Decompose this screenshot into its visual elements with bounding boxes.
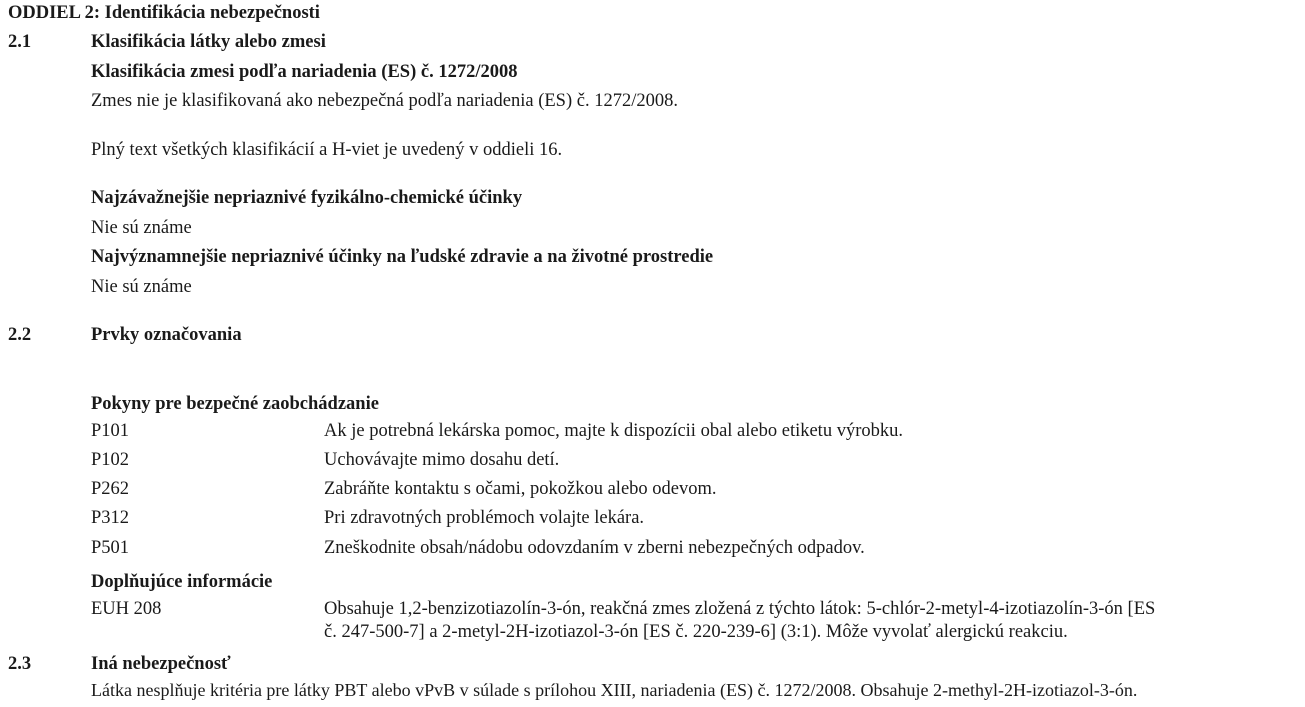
section-title: ODDIEL 2: Identifikácia nebezpečnosti — [8, 3, 320, 23]
precaution-text: Uchovávajte mimo dosahu detí. — [324, 450, 560, 470]
euh-code: EUH 208 — [91, 599, 162, 619]
heading-label-elements: Prvky označovania — [91, 325, 242, 345]
precaution-code: P262 — [91, 479, 130, 499]
precaution-text: Zabráňte kontaktu s očami, pokožkou alebo odevom. — [324, 479, 717, 499]
physchem-effects-text: Nie sú známe — [91, 218, 192, 238]
section-number-2-1: 2.1 — [8, 32, 32, 52]
health-effects-heading: Najvýznamnejšie nepriaznivé účinky na ľudské zdravie a na životné prostredie — [91, 247, 714, 267]
physchem-effects-heading: Najzávažnejšie nepriaznivé fyzikálno-chemické účinky — [91, 188, 523, 208]
full-text-note: Plný text všetkých klasifikácií a H-viet je uvedený v oddieli 16. — [91, 140, 563, 160]
precaution-code: P101 — [91, 421, 130, 441]
heading-other-hazards: Iná nebezpečnosť — [91, 654, 231, 674]
precaution-code: P501 — [91, 538, 130, 558]
precaution-text: Zneškodnite obsah/nádobu odovzdaním v zberni nebezpečných odpadov. — [324, 538, 865, 558]
heading-classification: Klasifikácia látky alebo zmesi — [91, 32, 326, 52]
subheading-regulation: Klasifikácia zmesi podľa nariadenia (ES) č. 1272/2008 — [91, 62, 518, 82]
section-number-2-3: 2.3 — [8, 654, 32, 674]
health-effects-text: Nie sú známe — [91, 277, 192, 297]
classification-text: Zmes nie je klasifikovaná ako nebezpečná podľa nariadenia (ES) č. 1272/2008. — [91, 91, 678, 111]
section-number-2-2: 2.2 — [8, 325, 32, 345]
supplemental-info-heading: Doplňujúce informácie — [91, 572, 273, 592]
precaution-text: Ak je potrebná lekárska pomoc, majte k dispozícii obal alebo etiketu výrobku. — [324, 421, 903, 441]
precaution-text: Pri zdravotných problémoch volajte lekára. — [324, 508, 645, 528]
precaution-code: P102 — [91, 450, 130, 470]
other-hazards-text: Látka nesplňuje kritéria pre látky PBT alebo vPvB v súlade s prílohou XIII, nariadenia (ES) č. 1272/2008. Obsahuje 2-methyl-2H-izotiazol-3-ón. — [91, 680, 1138, 700]
precaution-code: P312 — [91, 508, 130, 528]
precautions-heading: Pokyny pre bezpečné zaobchádzanie — [91, 394, 379, 414]
euh-text-line-2: č. 247-500-7] a 2-metyl-2H-izotiazol-3-ón [ES č. 220-239-6] (3:1). Môže vyvolať alergickú reakciu. — [324, 622, 1068, 642]
euh-text-line-1: Obsahuje 1,2-benzizotiazolín-3-ón, reakčná zmes zložená z týchto látok: 5-chlór-2-metyl-4-izotiazolín-3-ón [ES — [324, 599, 1156, 619]
